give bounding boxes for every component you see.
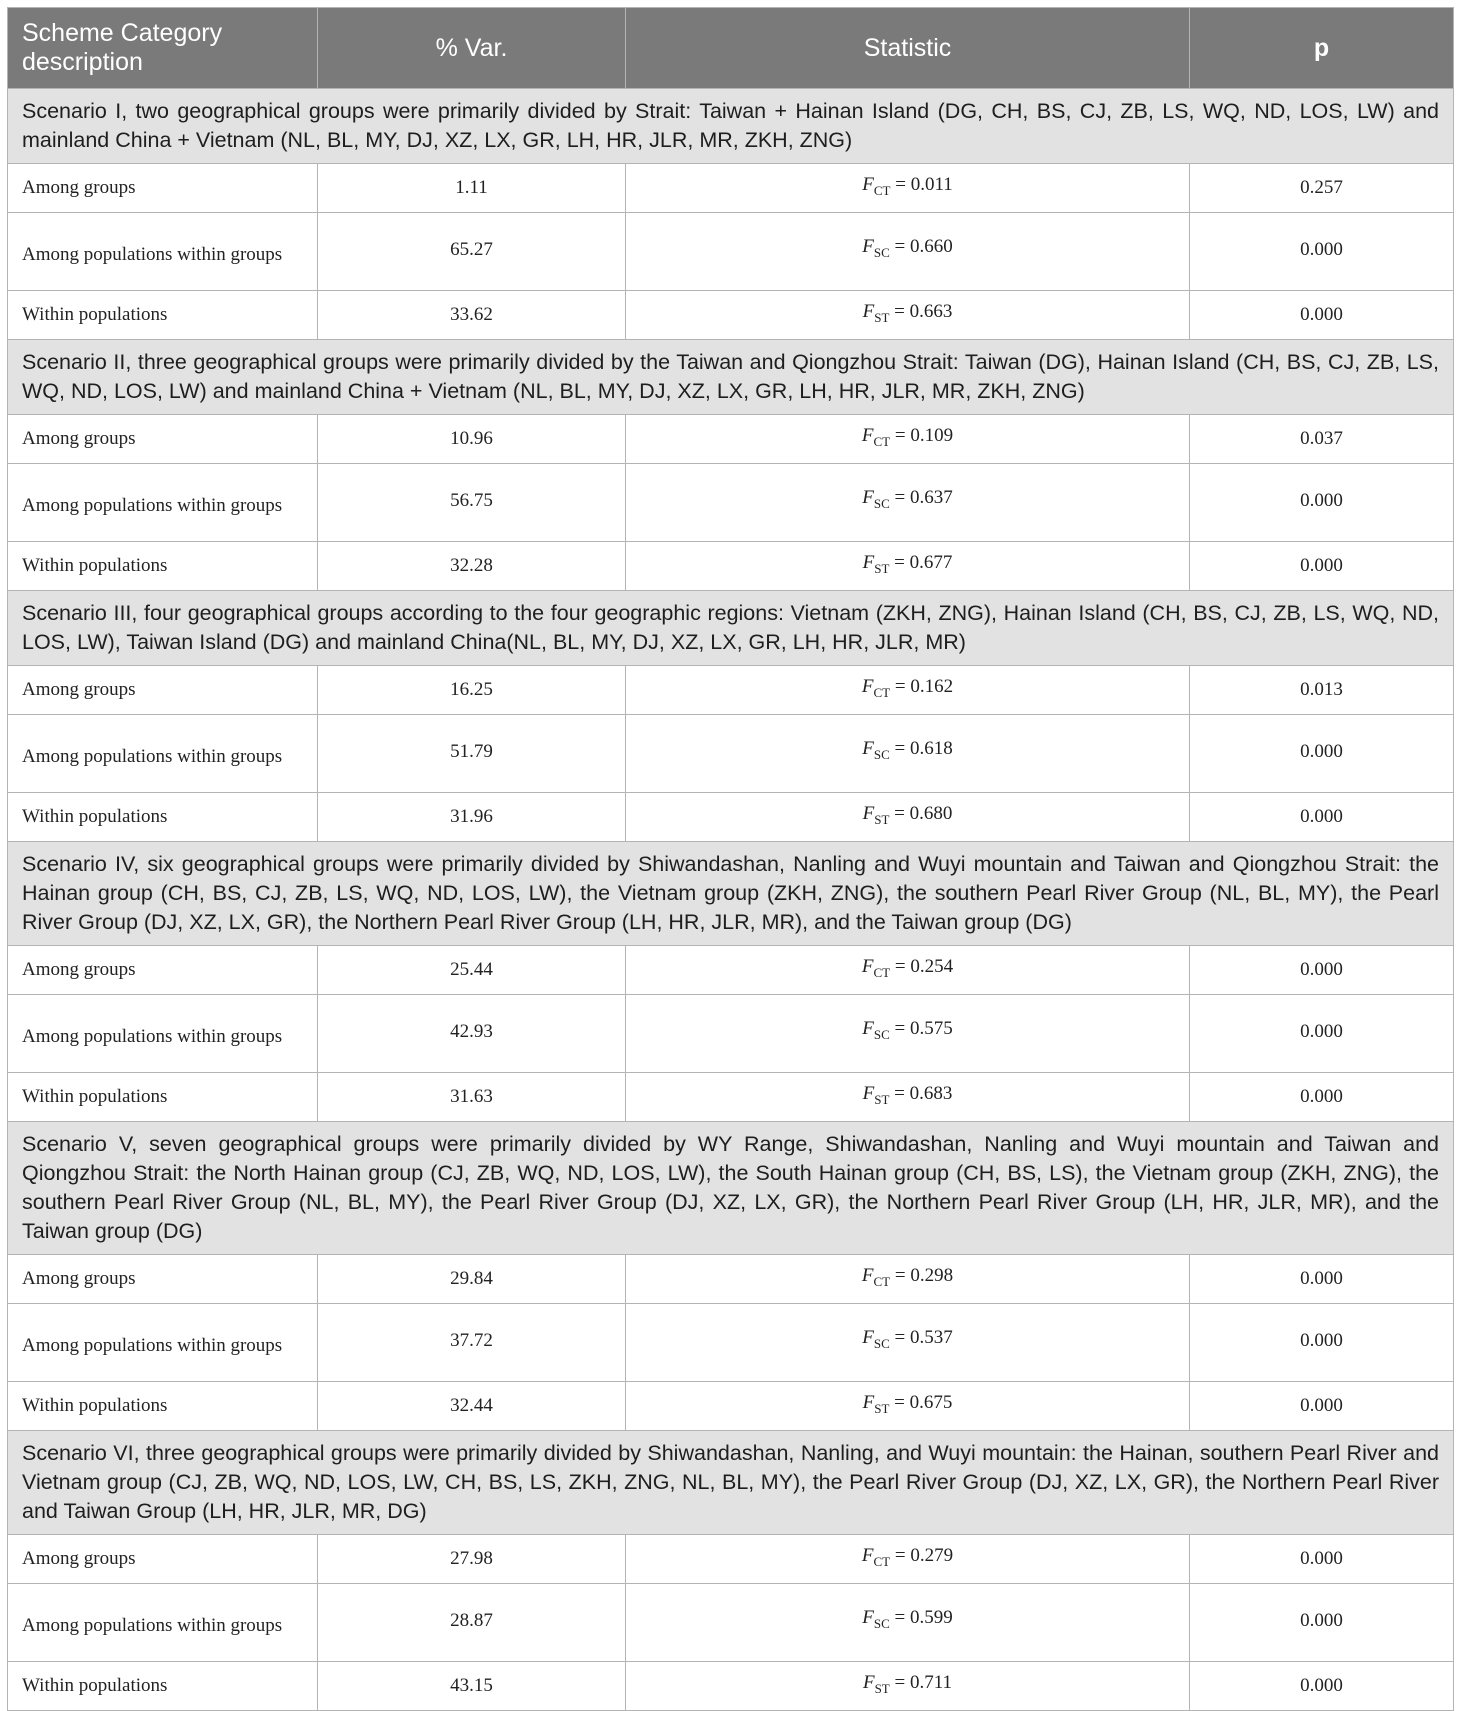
header-var: % Var.: [318, 8, 626, 89]
statistic-symbol: F: [861, 1265, 874, 1286]
statistic-cell: [626, 666, 1190, 715]
scenario-description: Scenario II, three geographical groups were primarily divided by the Taiwan and Qiongzhou Strait: Taiwan (DG), Hainan Island (CH, BS, CJ, ZB, LS, WQ, ND, LOS, LW) and mainland China + Vietnam (NL, BL, MY, DJ, XZ, LX, GR, LH, HR, JLR, MR, ZKH, ZNG): [8, 340, 1454, 415]
p-cell: 0.000: [1190, 946, 1454, 995]
statistic-cell: [626, 464, 1190, 542]
statistic-subscript: CT: [873, 434, 891, 449]
table-row: [8, 542, 1454, 591]
var-cell: 33.62: [318, 291, 626, 340]
statistic-symbol: F: [862, 1327, 874, 1348]
table-row: [8, 415, 1454, 464]
statistic-symbol: F: [862, 174, 874, 195]
var-cell: 31.96: [318, 793, 626, 842]
p-cell: 0.000: [1190, 1535, 1454, 1584]
statistic-subscript: ST: [874, 1401, 890, 1416]
table-row: [8, 464, 1454, 542]
scenario-description: Scenario I, two geographical groups were primarily divided by Strait: Taiwan + Hainan Island (DG, CH, BS, CJ, ZB, LS, WQ, ND, LOS, LW) and mainland China + Vietnam (NL, BL, MY, DJ, XZ, LX, GR, LH, HR, JLR, MR, ZKH, ZNG): [8, 89, 1454, 164]
statistic-value: = 0.298: [894, 1265, 954, 1286]
statistic-value: = 0.162: [894, 676, 954, 697]
scenario-description: Scenario III, four geographical groups according to the four geographic regions: Vietnam (ZKH, ZNG), Hainan Island (CH, BS, CJ, ZB, LS, WQ, ND, LOS, LW), Taiwan Island (DG) and mainland China(NL, BL, MY, DJ, XZ, LX, GR, LH, HR, JLR, MR): [8, 591, 1454, 666]
var-cell: 65.27: [318, 213, 626, 291]
table-row: [8, 1535, 1454, 1584]
statistic-cell: [626, 415, 1190, 464]
var-cell: 25.44: [318, 946, 626, 995]
statistic-cell: [626, 164, 1190, 213]
statistic-cell: [626, 715, 1190, 793]
statistic-value: = 0.575: [894, 1018, 953, 1039]
var-cell: 10.96: [318, 415, 626, 464]
statistic-subscript: ST: [874, 1092, 890, 1107]
statistic-value: = 0.279: [894, 1545, 954, 1566]
statistic-cell: [626, 1382, 1190, 1431]
p-cell: 0.000: [1190, 1584, 1454, 1662]
amova-table: [7, 7, 1454, 1711]
var-cell: 51.79: [318, 715, 626, 793]
statistic-value: = 0.637: [894, 487, 953, 508]
p-cell: 0.000: [1190, 1073, 1454, 1122]
statistic-symbol: F: [862, 487, 874, 508]
header-row: [8, 8, 1454, 89]
statistic-cell: [626, 1584, 1190, 1662]
statistic-symbol: F: [862, 1607, 874, 1628]
statistic-symbol: F: [862, 301, 875, 322]
statistic-subscript: SC: [873, 1616, 890, 1631]
p-cell: 0.000: [1190, 1304, 1454, 1382]
p-cell: 0.000: [1190, 542, 1454, 591]
statistic-cell: [626, 793, 1190, 842]
statistic-symbol: F: [861, 1545, 874, 1566]
statistic-symbol: F: [862, 1392, 875, 1413]
scenario-description: Scenario V, seven geographical groups were primarily divided by WY Range, Shiwandashan, Nanling and Wuyi mountain and Taiwan and Qiongzhou Strait: the North Hainan group (CJ, ZB, WQ, ND, LOS, LW), the South Hainan group (CH, BS, LS), the Vietnam group (ZKH, ZNG), the southern Pearl River Group (NL, BL, MY), the Pearl River Group (DJ, XZ, LX, GR), the Northern Pearl River Group (LH, HR, JLR, MR), and the Taiwan group (DG): [8, 1122, 1454, 1255]
statistic-subscript: CT: [873, 1554, 891, 1569]
category-cell: Within populations: [8, 1073, 318, 1122]
table-row: [8, 666, 1454, 715]
table-row: [8, 793, 1454, 842]
statistic-subscript: ST: [874, 310, 890, 325]
var-cell: 42.93: [318, 995, 626, 1073]
statistic-symbol: F: [861, 956, 874, 977]
var-cell: 16.25: [318, 666, 626, 715]
var-cell: 27.98: [318, 1535, 626, 1584]
table-row: [8, 1382, 1454, 1431]
scenario-row: [8, 340, 1454, 415]
scenario-description: Scenario VI, three geographical groups were primarily divided by Shiwandashan, Nanling, and Wuyi mountain: the Hainan, southern Pearl River and Vietnam group (CJ, ZB, WQ, ND, LOS, LW, CH, BS, LS, ZKH, ZNG, NL, BL, MY), the Pearl River Group (DJ, XZ, LX, GR), the Northern Pearl River and Taiwan Group (LH, HR, JLR, MR, DG): [8, 1431, 1454, 1535]
statistic-subscript: ST: [874, 1681, 890, 1696]
statistic-symbol: F: [862, 236, 874, 257]
p-cell: 0.257: [1190, 164, 1454, 213]
p-cell: 0.000: [1190, 1382, 1454, 1431]
category-cell: Within populations: [8, 1382, 318, 1431]
category-cell: Among groups: [8, 666, 318, 715]
statistic-subscript: CT: [873, 965, 891, 980]
statistic-cell: [626, 542, 1190, 591]
statistic-value: = 0.677: [894, 552, 953, 573]
statistic-symbol: F: [861, 425, 874, 446]
p-cell: 0.000: [1190, 793, 1454, 842]
table-row: [8, 715, 1454, 793]
statistic-subscript: SC: [873, 747, 890, 762]
category-cell: Among populations within groups: [8, 464, 318, 542]
category-cell: Among populations within groups: [8, 715, 318, 793]
statistic-value: = 0.675: [894, 1392, 953, 1413]
statistic-symbol: F: [861, 676, 874, 697]
p-cell: 0.000: [1190, 1255, 1454, 1304]
statistic-value: = 0.660: [894, 236, 953, 257]
category-cell: Within populations: [8, 542, 318, 591]
statistic-subscript: CT: [873, 685, 891, 700]
statistic-cell: [626, 1304, 1190, 1382]
statistic-symbol: F: [862, 803, 875, 824]
category-cell: Within populations: [8, 291, 318, 340]
var-cell: 32.28: [318, 542, 626, 591]
var-cell: 56.75: [318, 464, 626, 542]
table-row: [8, 164, 1454, 213]
var-cell: 43.15: [318, 1662, 626, 1711]
table-row: [8, 1662, 1454, 1711]
statistic-symbol: F: [862, 1018, 874, 1039]
scenario-row: [8, 591, 1454, 666]
statistic-subscript: ST: [874, 561, 890, 576]
statistic-subscript: SC: [873, 1027, 890, 1042]
statistic-symbol: F: [862, 1083, 875, 1104]
p-cell: 0.013: [1190, 666, 1454, 715]
statistic-value: = 0.537: [894, 1327, 953, 1348]
p-cell: 0.000: [1190, 291, 1454, 340]
statistic-value: = 0.254: [894, 956, 954, 977]
table-row: [8, 1584, 1454, 1662]
table-row: [8, 1255, 1454, 1304]
statistic-subscript: SC: [873, 1336, 890, 1351]
statistic-subscript: CT: [873, 183, 891, 198]
statistic-value: = 0.680: [894, 803, 953, 824]
statistic-cell: [626, 1073, 1190, 1122]
category-cell: Within populations: [8, 793, 318, 842]
p-cell: 0.000: [1190, 995, 1454, 1073]
category-cell: Among groups: [8, 415, 318, 464]
statistic-cell: [626, 213, 1190, 291]
category-cell: Among groups: [8, 946, 318, 995]
category-cell: Among populations within groups: [8, 213, 318, 291]
category-cell: Within populations: [8, 1662, 318, 1711]
p-cell: 0.037: [1190, 415, 1454, 464]
statistic-symbol: F: [862, 738, 874, 759]
statistic-value: = 0.599: [894, 1607, 953, 1628]
scenario-row: [8, 1122, 1454, 1255]
statistic-subscript: CT: [873, 1274, 891, 1289]
table-row: [8, 1073, 1454, 1122]
statistic-cell: [626, 1255, 1190, 1304]
scenario-row: [8, 842, 1454, 946]
category-cell: Among groups: [8, 1255, 318, 1304]
p-cell: 0.000: [1190, 715, 1454, 793]
statistic-value: = 0.711: [894, 1672, 953, 1693]
statistic-value: = 0.683: [894, 1083, 953, 1104]
statistic-subscript: ST: [874, 812, 890, 827]
statistic-symbol: F: [862, 552, 875, 573]
statistic-value: = 0.663: [894, 301, 953, 322]
table-row: [8, 1304, 1454, 1382]
header-p: p: [1190, 8, 1454, 89]
table-row: [8, 946, 1454, 995]
header-statistic: Statistic: [626, 8, 1190, 89]
statistic-subscript: SC: [873, 245, 890, 260]
statistic-symbol: F: [862, 1672, 875, 1693]
statistic-value: = 0.011: [895, 174, 953, 195]
table-row: [8, 291, 1454, 340]
header-scheme: Scheme Category description: [8, 8, 318, 89]
statistic-cell: [626, 946, 1190, 995]
category-cell: Among groups: [8, 1535, 318, 1584]
scenario-row: [8, 89, 1454, 164]
statistic-subscript: SC: [873, 496, 890, 511]
category-cell: Among populations within groups: [8, 1584, 318, 1662]
category-cell: Among populations within groups: [8, 1304, 318, 1382]
statistic-cell: [626, 291, 1190, 340]
category-cell: Among populations within groups: [8, 995, 318, 1073]
statistic-cell: [626, 1662, 1190, 1711]
scenario-description: Scenario IV, six geographical groups were primarily divided by Shiwandashan, Nanling and Wuyi mountain and Taiwan and Qiongzhou Strait: the Hainan group (CH, BS, CJ, ZB, LS, WQ, ND, LOS, LW), the Vietnam group (ZKH, ZNG), the southern Pearl River Group (NL, BL, MY), the Pearl River Group (DJ, XZ, LX, GR), the Northern Pearl River Group (LH, HR, JLR, MR), and the Taiwan group (DG): [8, 842, 1454, 946]
table-row: [8, 213, 1454, 291]
var-cell: 1.11: [318, 164, 626, 213]
table-body: [8, 89, 1454, 1711]
scenario-row: [8, 1431, 1454, 1535]
p-cell: 0.000: [1190, 213, 1454, 291]
statistic-cell: [626, 1535, 1190, 1584]
statistic-value: = 0.618: [894, 738, 953, 759]
category-cell: Among groups: [8, 164, 318, 213]
p-cell: 0.000: [1190, 464, 1454, 542]
var-cell: 32.44: [318, 1382, 626, 1431]
table-row: [8, 995, 1454, 1073]
var-cell: 29.84: [318, 1255, 626, 1304]
statistic-value: = 0.109: [894, 425, 954, 446]
var-cell: 31.63: [318, 1073, 626, 1122]
var-cell: 28.87: [318, 1584, 626, 1662]
var-cell: 37.72: [318, 1304, 626, 1382]
p-cell: 0.000: [1190, 1662, 1454, 1711]
statistic-cell: [626, 995, 1190, 1073]
